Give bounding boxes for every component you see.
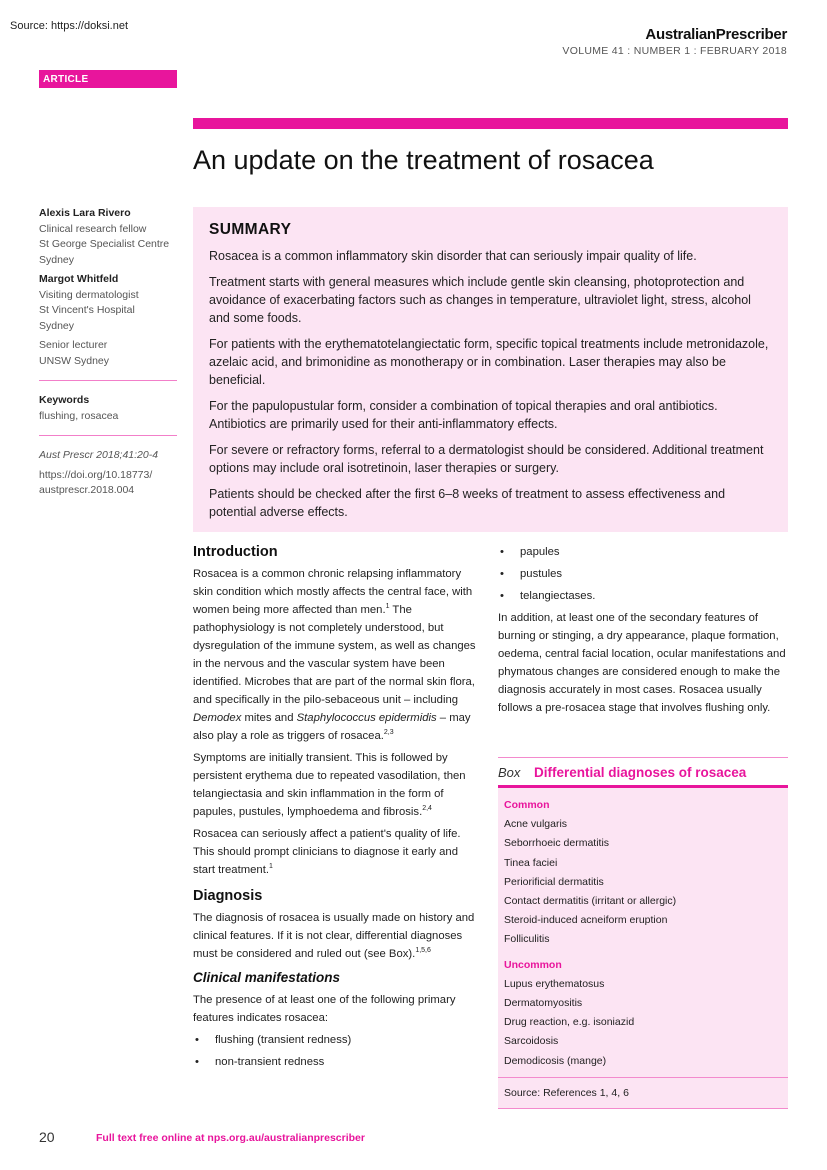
author-sidebar — [39, 206, 177, 499]
author-name: Margot Whitfeld — [39, 273, 119, 285]
keywords-text: flushing, rosacea — [39, 409, 119, 422]
author-1 — [39, 206, 177, 268]
box-label: Box — [498, 765, 521, 780]
author-name: Alexis Lara Rivero — [39, 207, 131, 219]
source-label: Source: https://doksi.net — [10, 20, 129, 32]
primary-features-intro: The presence of at least one of the following primary features indicates rosacea: — [193, 994, 456, 1024]
author-role: Visiting dermatologist — [39, 288, 139, 301]
title-bar — [193, 118, 788, 129]
summary-paragraph: For the papulopustular form, consider a combination of topical therapies and oral antibiotics. Antibiotics are primarily used for their anti-inflammatory effects. — [209, 399, 718, 431]
secondary-features-paragraph: In addition, at least one of the secondary features of burning or stinging, a dry appearance, plaque formation, oedema, central facial location, ocular manifestations and phymatous changes are considered enough to make the diagnosis accurately in most cases. Rosacea usually follows a pre-rosacea stage that involves flushing only. — [498, 612, 786, 714]
summary-paragraph: Rosacea is a common inflammatory skin disorder that can seriously impair quality of life. — [209, 249, 697, 263]
list-item: • pustules — [500, 568, 563, 580]
author-city: Sydney — [39, 253, 75, 266]
author-role: Senior lecturer — [39, 339, 108, 351]
list-item: Demodicosis (mange) — [504, 1054, 607, 1067]
box-source-rule — [498, 1077, 788, 1078]
footer-link[interactable]: Full text free online at nps.org.au/australianprescriber — [96, 1132, 365, 1144]
list-item: Folliculitis — [504, 933, 550, 946]
box-source: Source: References 1, 4, 6 — [498, 1078, 788, 1108]
uncommon-heading: Uncommon — [504, 958, 562, 971]
list-item: Steroid-induced acneiform eruption — [504, 914, 668, 927]
sidebar-divider — [39, 380, 177, 381]
author-affiliation: St George Specialist Centre — [39, 238, 170, 250]
list-item: Seborrhoeic dermatitis — [504, 837, 610, 850]
summary-box — [193, 207, 788, 532]
article-tag: ARTICLE — [39, 70, 177, 88]
box-body — [498, 788, 788, 1077]
list-item: Drug reaction, e.g. isoniazid — [504, 1016, 635, 1029]
author-affiliation: St Vincent's Hospital — [39, 304, 135, 316]
list-item: Lupus erythematosus — [504, 977, 605, 990]
body-column-left — [193, 543, 483, 1075]
keywords-heading: Keywords — [39, 394, 90, 406]
intro-paragraph-1: Rosacea is a common chronic relapsing inflammatory skin condition which mostly affects the central face, with women being more affected than men.$^1$ The pathophysiology is not completely understood, but dysregulation of the immune system, as well as changes in the nervous and the vascular system have been identified. Microbes that are part of the normal skin flora, and specifically in the pilo-sebaceous unit – including Demodex mites and Staphylococcus epidermidis – may also play a role as triggers of rosacea.$^{2,3}$ — [193, 568, 476, 742]
list-item: • flushing (transient redness) — [195, 1034, 352, 1046]
diagnosis-heading: Diagnosis — [193, 888, 263, 904]
differential-diagnoses-box — [498, 757, 788, 1109]
common-heading: Common — [504, 799, 550, 811]
summary-paragraph: Treatment starts with general measures which include gentle skin cleansing, photoprotection and avoidance of exacerbating factors such as changes in temperature, ultraviolet light, stress, alcohol and some foods. — [209, 275, 751, 325]
box-header — [498, 758, 788, 785]
box-top-rule — [498, 757, 788, 758]
intro-paragraph-3: Rosacea can seriously affect a patient's quality of life. This should prompt clinicians to diagnose it early and start treatment.$^1$ — [193, 828, 461, 876]
list-item: Contact dermatitis (irritant or allergic) — [504, 895, 677, 908]
list-item: • papules — [500, 546, 560, 558]
page-title: An update on the treatment of rosacea — [193, 145, 654, 175]
author-2-second-role — [39, 338, 177, 369]
clinical-manifestations-heading: Clinical manifestations — [193, 970, 341, 985]
summary-paragraph: For patients with the erythematotelangiectatic form, specific topical treatments include metronidazole, azelaic acid, and brimonidine as monotherapy or in combination. Laser therapies may also be beneficial. — [209, 337, 769, 387]
list-item: Tinea faciei — [504, 856, 558, 869]
doi-link[interactable]: https://doi.org/10.18773/ — [39, 468, 153, 481]
page-number: 20 — [39, 1129, 55, 1145]
introduction-heading: Introduction — [193, 544, 278, 560]
author-2 — [39, 272, 177, 334]
list-item: • telangiectases. — [500, 590, 596, 602]
journal-logo: AustralianPrescriber — [645, 26, 787, 43]
summary-paragraph: Patients should be checked after the first 6–8 weeks of treatment to assess effectiveness and potential adverse effects. — [209, 487, 726, 519]
doi-link-continued[interactable]: austprescr.2018.004 — [39, 484, 135, 496]
list-item: Dermatomyositis — [504, 997, 583, 1010]
citation-reference: Aust Prescr 2018;41:20-4 — [39, 449, 159, 461]
author-role: Clinical research fellow — [39, 222, 147, 235]
author-affiliation: UNSW Sydney — [39, 354, 110, 367]
sidebar-divider — [39, 435, 177, 436]
author-city: Sydney — [39, 319, 75, 332]
box-bottom-rule — [498, 1108, 788, 1109]
list-item: Acne vulgaris — [504, 818, 568, 831]
primary-features-list — [193, 1031, 483, 1071]
box-title: Differential diagnoses of rosacea — [534, 765, 747, 780]
list-item: Periorificial dermatitis — [504, 875, 604, 888]
body-column-right — [498, 543, 788, 721]
summary-paragraph: For severe or refractory forms, referral to a dermatologist should be considered. Additional treatment options may include oral isotretinoin, laser therapies or surgery. — [209, 443, 764, 475]
list-item: • non-transient redness — [195, 1056, 325, 1068]
list-item: Sarcoidosis — [504, 1035, 559, 1048]
issue-line: VOLUME 41 : NUMBER 1 : FEBRUARY 2018 — [562, 45, 787, 57]
primary-features-list-continued — [498, 543, 788, 605]
summary-heading: SUMMARY — [209, 221, 292, 238]
intro-paragraph-2: Symptoms are initially transient. This is followed by persistent erythema due to repeated vasodilation, then telangiectasia and skin inflammation in the form of papules, pustules, lymphoedema and fibrosis.$^{2,4}$ — [193, 752, 466, 818]
diagnosis-paragraph: The diagnosis of rosacea is usually made on history and clinical features. If it is not clear, differential diagnoses must be considered and ruled out (see Box).$^{1,5,6}$ — [193, 912, 475, 960]
